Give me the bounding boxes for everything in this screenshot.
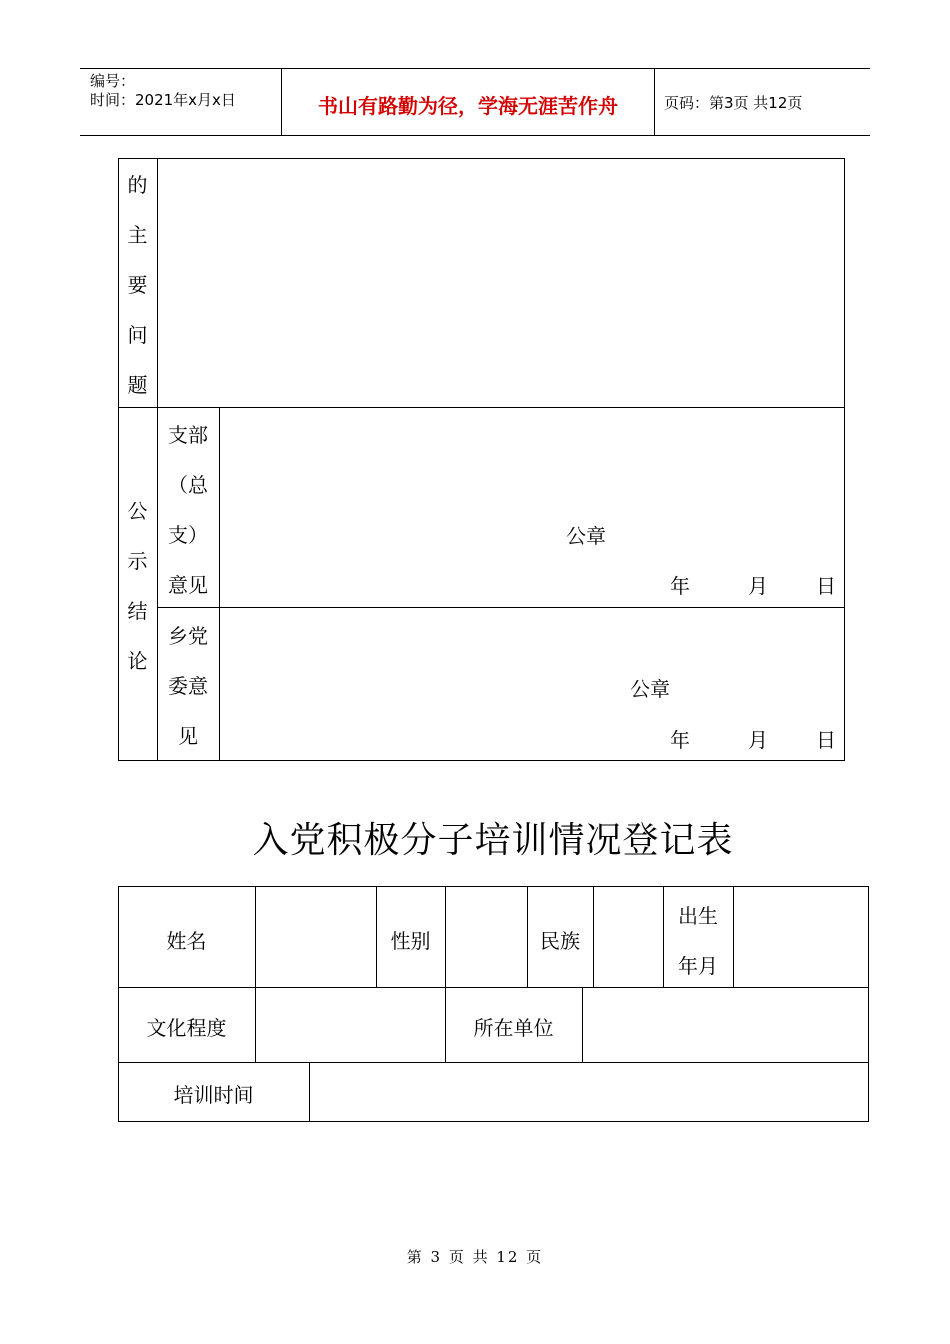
branch-opinion-label: 支部 （总 支） 意见 [168, 423, 208, 597]
header-bottom-rule [80, 135, 870, 136]
unit-field[interactable] [583, 988, 868, 1061]
ethnicity-field[interactable] [594, 887, 662, 986]
township-date-year: 年 [670, 728, 690, 752]
township-date-day: 日 [816, 728, 836, 752]
branch-date-month: 月 [748, 574, 768, 598]
birth-label-line2: 年月 [678, 954, 718, 978]
page-info: 页码：第3页 共12页 [664, 94, 803, 112]
training-time-label: 培训时间 [173, 1083, 254, 1107]
township-opinion-label: 乡党 委意 见 [168, 624, 208, 748]
education-field[interactable] [256, 988, 444, 1061]
birth-label-line1: 出生 [678, 904, 718, 928]
unit-label: 所在单位 [473, 1016, 554, 1040]
name-field[interactable] [256, 887, 375, 986]
township-seal-label: 公章 [630, 677, 670, 701]
header-top-rule [80, 68, 870, 69]
name-label: 姓名 [166, 929, 207, 953]
gender-field[interactable] [446, 887, 526, 986]
branch-date-year: 年 [670, 574, 690, 598]
page-footer: 第 3 页 共 12 页 [406, 1248, 544, 1266]
main-problems-field[interactable] [158, 159, 844, 406]
header-divider-right [654, 68, 655, 135]
training-time-field[interactable] [310, 1063, 868, 1121]
township-date-month: 月 [748, 728, 768, 752]
training-form-title: 入党积极分子培训情况登记表 [252, 820, 734, 861]
branch-date-day: 日 [816, 574, 836, 598]
main-problems-label: 的 主 要 问 题 [127, 173, 148, 397]
doc-time-label: 时间：2021年x月x日 [90, 91, 236, 109]
gender-label: 性别 [390, 929, 431, 953]
ethnicity-label: 民族 [540, 929, 580, 953]
header-slogan: 书山有路勤为径，学海无涯苦作舟 [318, 94, 618, 118]
birth-date-field[interactable] [734, 887, 868, 986]
branch-seal-label: 公章 [566, 524, 606, 548]
education-label: 文化程度 [146, 1016, 227, 1040]
doc-number-label: 编号： [90, 72, 136, 90]
publicity-conclusion-label: 公 示 结 论 [127, 499, 148, 673]
